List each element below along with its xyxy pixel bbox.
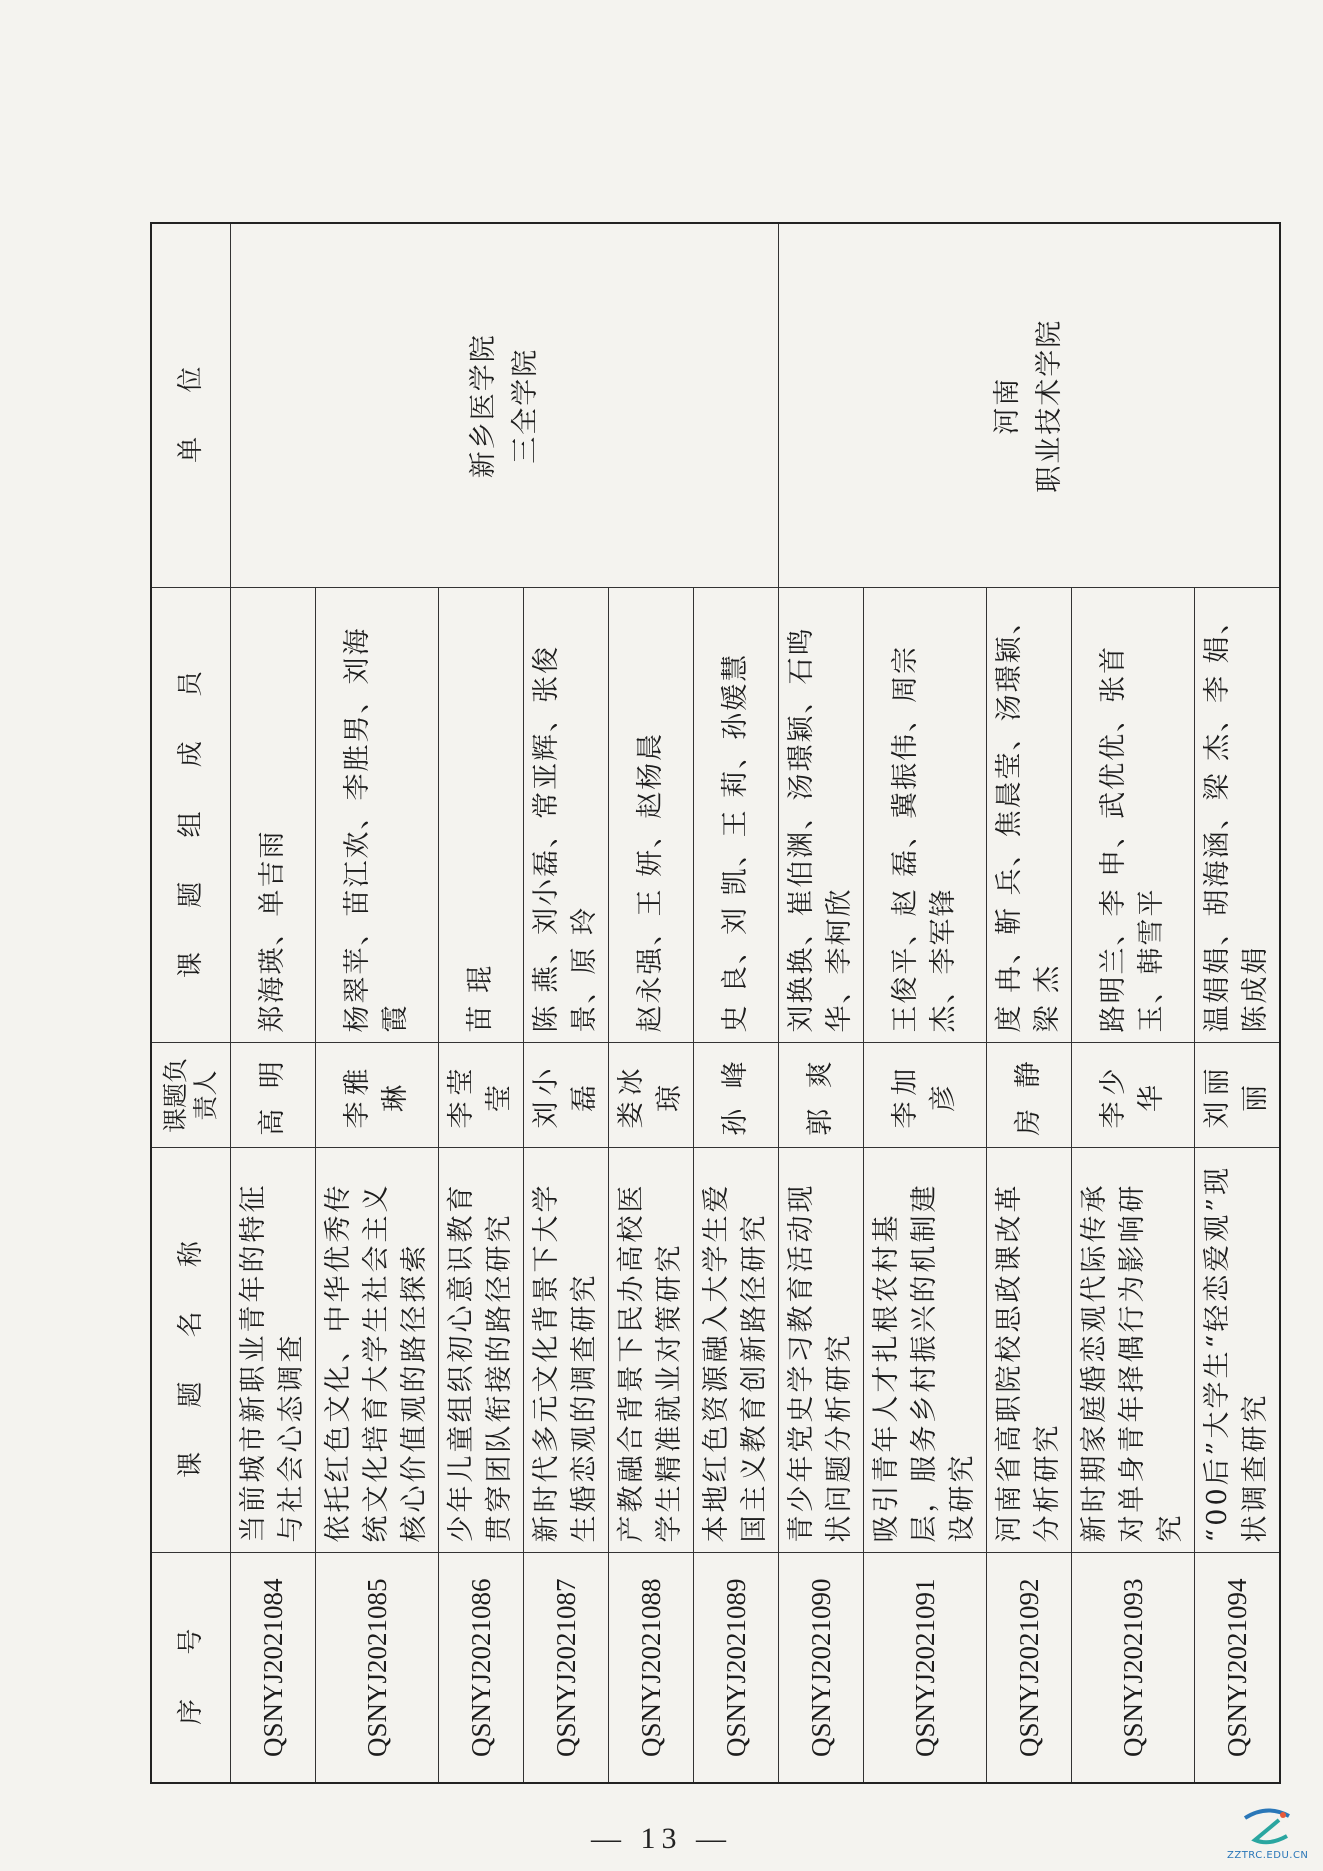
leader-cell: 孙 峰 bbox=[694, 1043, 779, 1148]
title-cell: 吸引青年人才扎根农村基层，服务乡村振兴的机制建设研究 bbox=[864, 1148, 987, 1553]
serial-cell: QSNYJ2021088 bbox=[609, 1553, 694, 1783]
title-cell: “00后”大学生“轻恋爱观”现状调查研究 bbox=[1195, 1148, 1281, 1553]
serial-cell: QSNYJ2021084 bbox=[231, 1553, 316, 1783]
leader-cell: 李加彦 bbox=[864, 1043, 987, 1148]
members-cell: 温娟娟、胡海涵、梁 杰、李 娟、陈成娟 bbox=[1195, 588, 1281, 1043]
table-header-row bbox=[151, 223, 231, 1783]
title-cell: 新时代多元文化背景下大学生婚恋观的调查研究 bbox=[524, 1148, 609, 1553]
members-cell: 王俊平、赵 磊、冀振伟、周宗杰、李军锋 bbox=[864, 588, 987, 1043]
members-cell: 郑海瑛、单吉雨 bbox=[231, 588, 316, 1043]
leader-cell: 高 明 bbox=[231, 1043, 316, 1148]
page-number: — 13 — bbox=[591, 1822, 732, 1855]
serial-cell: QSNYJ2021087 bbox=[524, 1553, 609, 1783]
members-cell: 陈 燕、刘小磊、常亚辉、张俊景、原 玲 bbox=[524, 588, 609, 1043]
header-members: 课 题 组 成 员 bbox=[151, 588, 231, 1043]
table-row bbox=[779, 223, 864, 1783]
unit-line: 职业技术学院 bbox=[1034, 318, 1065, 493]
serial-cell: QSNYJ2021092 bbox=[987, 1553, 1072, 1783]
leader-cell: 李莹莹 bbox=[439, 1043, 524, 1148]
serial-cell: QSNYJ2021094 bbox=[1195, 1553, 1281, 1783]
table-row bbox=[231, 223, 316, 1783]
leader-cell: 李雅琳 bbox=[316, 1043, 439, 1148]
serial-cell: QSNYJ2021086 bbox=[439, 1553, 524, 1783]
unit-line: 新乡医学院 bbox=[467, 333, 499, 479]
members-cell: 度 冉、靳 兵、焦晨莹、汤璟颖、梁 杰 bbox=[987, 588, 1072, 1043]
title-cell: 产教融合背景下民办高校医学生精准就业对策研究 bbox=[609, 1148, 694, 1553]
watermark-logo-icon bbox=[1239, 1806, 1295, 1850]
header-title: 课 题 名 称 bbox=[151, 1148, 231, 1553]
unit-cell-xinxiang bbox=[231, 223, 779, 588]
title-cell: 少年儿童组织初心意识教育贯穿团队衔接的路径研究 bbox=[439, 1148, 524, 1553]
title-cell: 依托红色文化、中华优秀传统文化培育大学生社会主义核心价值观的路径探索 bbox=[316, 1148, 439, 1553]
unit-line: 河南 bbox=[992, 376, 1023, 435]
leader-cell: 李少华 bbox=[1072, 1043, 1195, 1148]
leader-cell: 房 静 bbox=[987, 1043, 1072, 1148]
title-cell: 河南省高职院校思政课改革分析研究 bbox=[987, 1148, 1072, 1553]
title-cell: 青少年党史学习教育活动现状问题分析研究 bbox=[779, 1148, 864, 1553]
members-cell: 赵永强、王 妍、赵杨晨 bbox=[609, 588, 694, 1043]
serial-cell: QSNYJ2021089 bbox=[694, 1553, 779, 1783]
header-unit: 单 位 bbox=[151, 223, 231, 588]
site-watermark bbox=[1227, 1806, 1307, 1861]
leader-cell: 刘小磊 bbox=[524, 1043, 609, 1148]
serial-cell: QSNYJ2021090 bbox=[779, 1553, 864, 1783]
rotated-table-area bbox=[150, 224, 1271, 1784]
leader-cell: 郭 爽 bbox=[779, 1043, 864, 1148]
serial-cell: QSNYJ2021085 bbox=[316, 1553, 439, 1783]
leader-cell: 刘丽丽 bbox=[1195, 1043, 1281, 1148]
serial-cell: QSNYJ2021091 bbox=[864, 1553, 987, 1783]
unit-line: 三全学院 bbox=[509, 347, 541, 464]
leader-cell: 娄冰琼 bbox=[609, 1043, 694, 1148]
members-cell: 苗 琨 bbox=[439, 588, 524, 1043]
title-cell: 当前城市新职业青年的特征与社会心态调查 bbox=[231, 1148, 316, 1553]
header-leader: 课题负责人 bbox=[151, 1043, 231, 1148]
project-table bbox=[150, 222, 1281, 1784]
members-cell: 杨翠苹、苗江欢、李胜男、刘海霞 bbox=[316, 588, 439, 1043]
members-cell: 史 良、刘 凯、王 莉、孙媛慧 bbox=[694, 588, 779, 1043]
rotated-table-inner bbox=[150, 224, 1271, 1784]
members-cell: 刘换换、崔伯渊、汤璟颖、石鸣华、李柯欣 bbox=[779, 588, 864, 1043]
unit-cell-henan bbox=[779, 223, 1281, 588]
members-cell: 路明兰、李 申、武优优、张首玉、韩雪平 bbox=[1072, 588, 1195, 1043]
header-serial: 序 号 bbox=[151, 1553, 231, 1783]
watermark-text: ZZTRC.EDU.CN bbox=[1227, 1850, 1309, 1861]
serial-cell: QSNYJ2021093 bbox=[1072, 1553, 1195, 1783]
title-cell: 本地红色资源融入大学生爱国主义教育创新路径研究 bbox=[694, 1148, 779, 1553]
title-cell: 新时期家庭婚恋观代际传承对单身青年择偶行为影响研究 bbox=[1072, 1148, 1195, 1553]
